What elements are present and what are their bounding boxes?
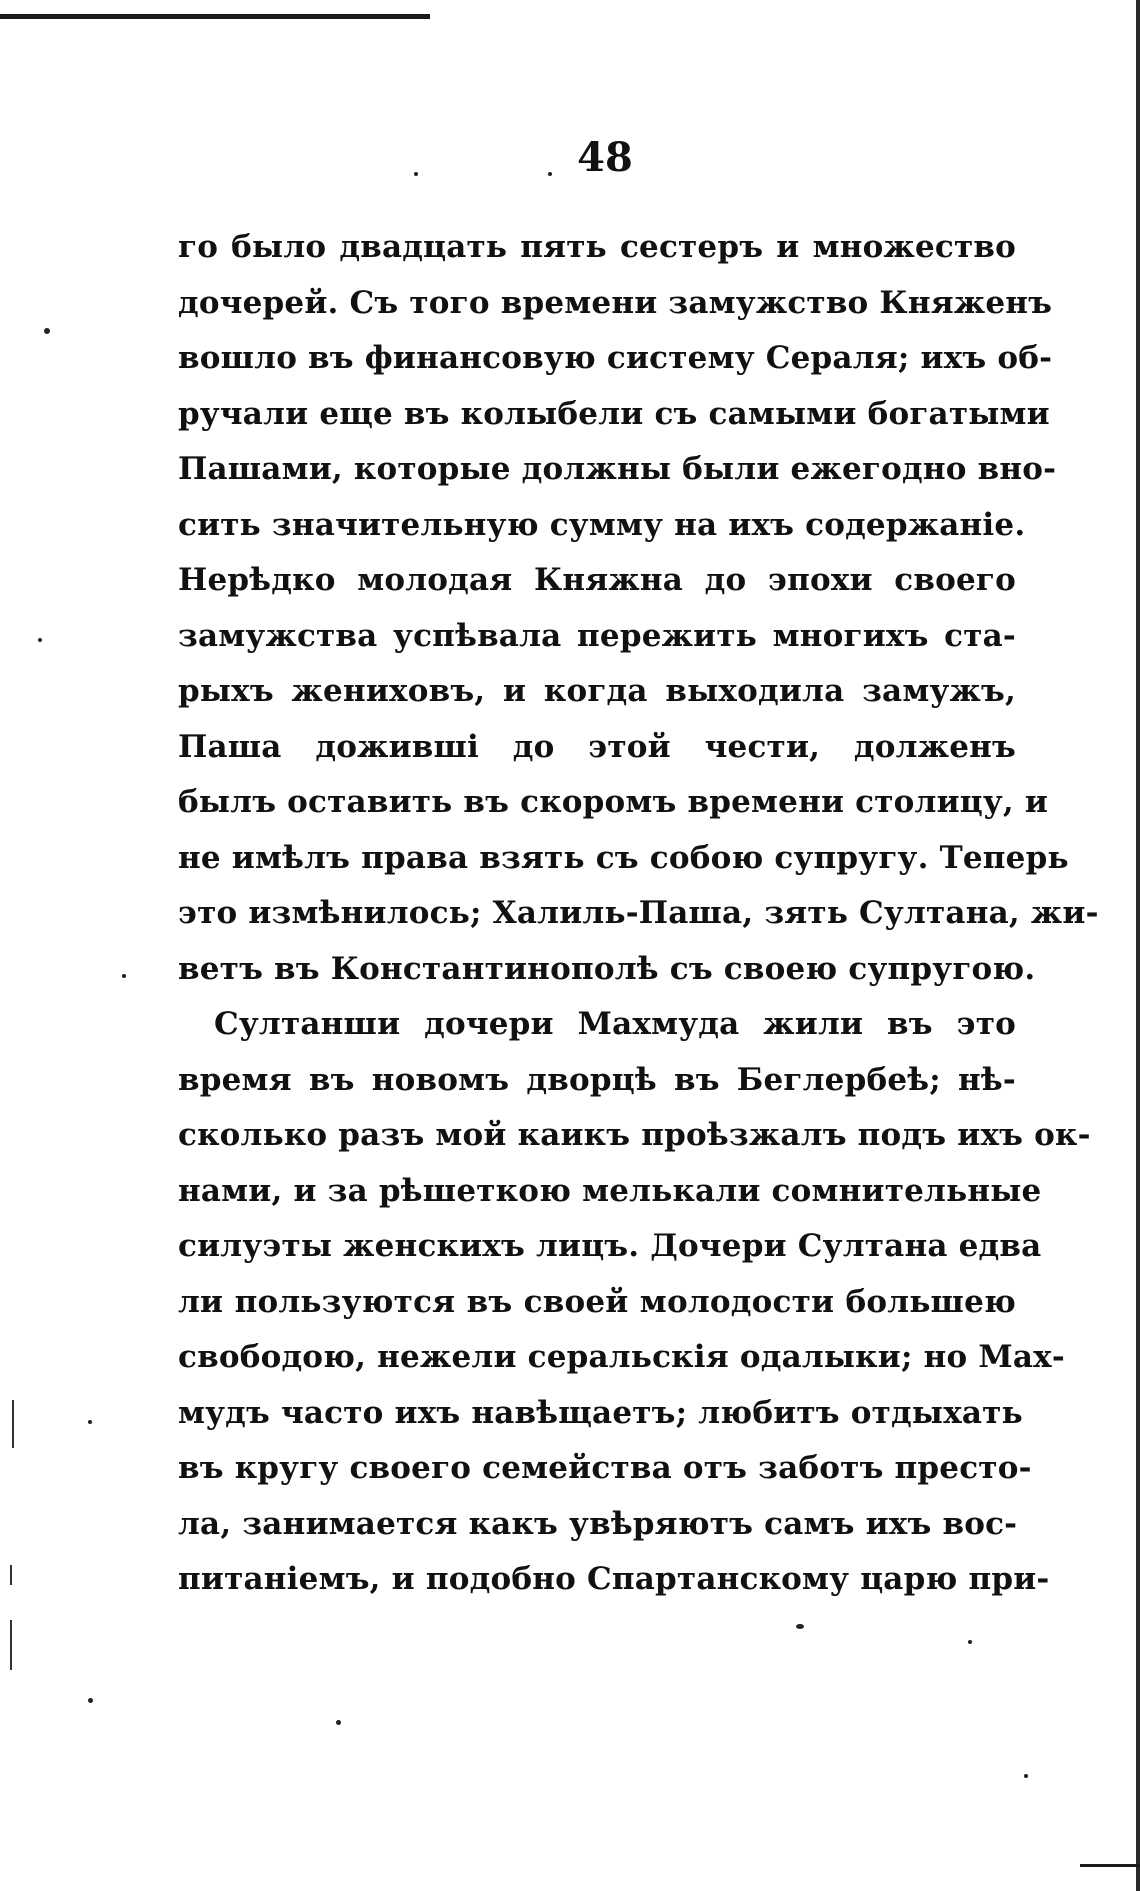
text-line: го было двадцать пять сестеръ и множество: [178, 229, 1016, 265]
text-line: замужства успѣвала пережить многихъ ста-: [178, 617, 1016, 654]
text-line: сколько разъ мой каикъ проѣзжалъ подъ ихъ ок-: [178, 1117, 1091, 1153]
top-edge-rule: [0, 14, 430, 19]
scan-margin-mark: [10, 1620, 12, 1670]
scan-speck: [122, 974, 126, 978]
text-line: рыхъ жениховъ, и когда выходила замужъ,: [178, 673, 1016, 709]
page-right-edge: [1136, 0, 1140, 1891]
text-line: это измѣнилось; Халиль-Паша, зять Султана, жи-: [178, 895, 1099, 931]
scan-speck: [796, 1624, 804, 1629]
scan-speck: [414, 172, 418, 176]
scan-speck: [336, 1720, 341, 1725]
scan-speck: [44, 328, 50, 334]
body-text: [178, 220, 1099, 1608]
text-line: свободою, нежели серальскія одалыки; но Мах-: [178, 1339, 1065, 1375]
scan-speck: [38, 638, 42, 642]
scan-speck: [548, 172, 552, 176]
text-line: питаніемъ, и подобно Спартанскому царю при-: [178, 1561, 1050, 1597]
scan-speck: [88, 1420, 92, 1424]
text-line: время въ новомъ дворцѣ въ Беглербеѣ; нѣ-: [178, 1061, 1016, 1098]
page-number: 48: [577, 134, 633, 181]
text-line: былъ оставить въ скоромъ времени столицу, и: [178, 784, 1049, 820]
paragraph-1: [178, 220, 1099, 997]
text-line: ла, занимается какъ увѣряютъ самъ ихъ вос-: [178, 1505, 1018, 1542]
text-line: силуэты женскихъ лицъ. Дочери Султана едва: [178, 1228, 1042, 1264]
scan-margin-mark: [12, 1400, 14, 1448]
text-line: Паша доживші до этой чести, долженъ: [178, 728, 1016, 765]
scan-speck: [88, 1698, 93, 1703]
text-line: вошло въ финансовую систему Сераля; ихъ об-: [178, 340, 1053, 376]
scan-speck: [1024, 1774, 1028, 1778]
text-line: сить значительную сумму на ихъ содержаніе.: [178, 506, 1026, 543]
text-line: дочерей. Съ того времени замужство Княженъ: [178, 284, 1053, 321]
paragraph-2: [178, 997, 1091, 1608]
scan-margin-mark: [10, 1565, 12, 1585]
text-line: Пашами, которые должны были ежегодно вно-: [178, 451, 1057, 487]
text-line: ветъ въ Константинополѣ съ своею супругою.: [178, 950, 1036, 987]
text-line: Нерѣдко молодая Княжна до эпохи своего: [178, 562, 1016, 598]
text-line: ли пользуются въ своей молодости большею: [178, 1283, 1016, 1320]
text-line: мудъ часто ихъ навѣщаетъ; любитъ отдыхать: [178, 1394, 1023, 1431]
text-line: ручали еще въ колыбели съ самыми богатыми: [178, 395, 1050, 432]
text-line: нами, и за рѣшеткою мелькали сомнительные: [178, 1172, 1042, 1209]
scan-speck: [968, 1640, 972, 1644]
bottom-edge-rule: [1080, 1864, 1140, 1867]
text-line: въ кругу своего семейства отъ заботъ престо-: [178, 1450, 1032, 1486]
text-line: не имѣлъ права взять съ собою супругу. Теперь: [178, 839, 1069, 876]
text-line: Султанши дочери Махмуда жили въ это: [214, 1006, 1016, 1042]
